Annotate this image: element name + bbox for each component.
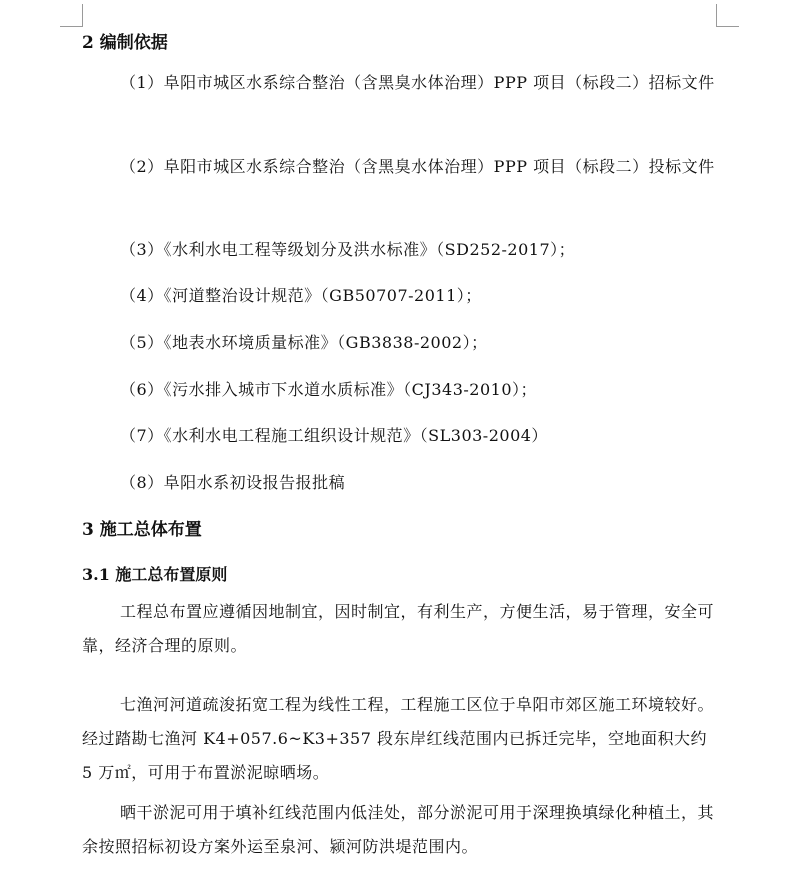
paragraph-site-description: 七渔河河道疏浚拓宽工程为线性工程，工程施工区位于阜阳市郊区施工环境较好。经过踏勘七渔河 K4+057.6~K3+357 段东岸红线范围内已拆迁完毕，空地面积大约 5 万㎡，可用于布置淤泥晾晒场。 [82, 695, 715, 782]
reference-item-8: （8）阜阳水系初设报告报批稿 [120, 473, 346, 492]
reference-item-6: （6）《污水排入城市下水道水质标准》（CJ343-2010）； [120, 380, 538, 399]
reference-item-3: （3）《水利水电工程等级划分及洪水标准》（SD252-2017）； [120, 240, 576, 259]
reference-item-1: （1）阜阳市城区水系综合整治（含黑臭水体治理）PPP 项目（标段二）招标文件 [120, 73, 715, 92]
reference-item-7: （7）《水利水电工程施工组织设计规范》（SL303-2004） [120, 426, 548, 445]
reference-item-5: （5）《地表水环境质量标准》（GB3838-2002）； [120, 333, 488, 352]
crop-mark-right [716, 4, 739, 27]
reference-item-2: （2）阜阳市城区水系综合整治（含黑臭水体治理）PPP 项目（标段二）投标文件 [120, 157, 715, 176]
crop-mark-left [60, 4, 83, 27]
paragraph-principle: 工程总布置应遵循因地制宜，因时制宜，有利生产，方便生活，易于管理，安全可靠，经济合理的原则。 [82, 602, 715, 655]
section-3-1-heading: 3.1 施工总布置原则 [82, 565, 228, 584]
reference-item-4: （4）《河道整治设计规范》（GB50707-2011）； [120, 286, 482, 305]
paragraph-sludge-usage: 晒干淤泥可用于填补红线范围内低洼处，部分淤泥可用于深理换填绿化种植土，其余按照招标初设方案外运至泉河、颍河防洪堤范围内。 [82, 803, 715, 856]
section-3-heading: 3 施工总体布置 [82, 520, 202, 540]
section-2-heading: 2 编制依据 [82, 33, 168, 53]
